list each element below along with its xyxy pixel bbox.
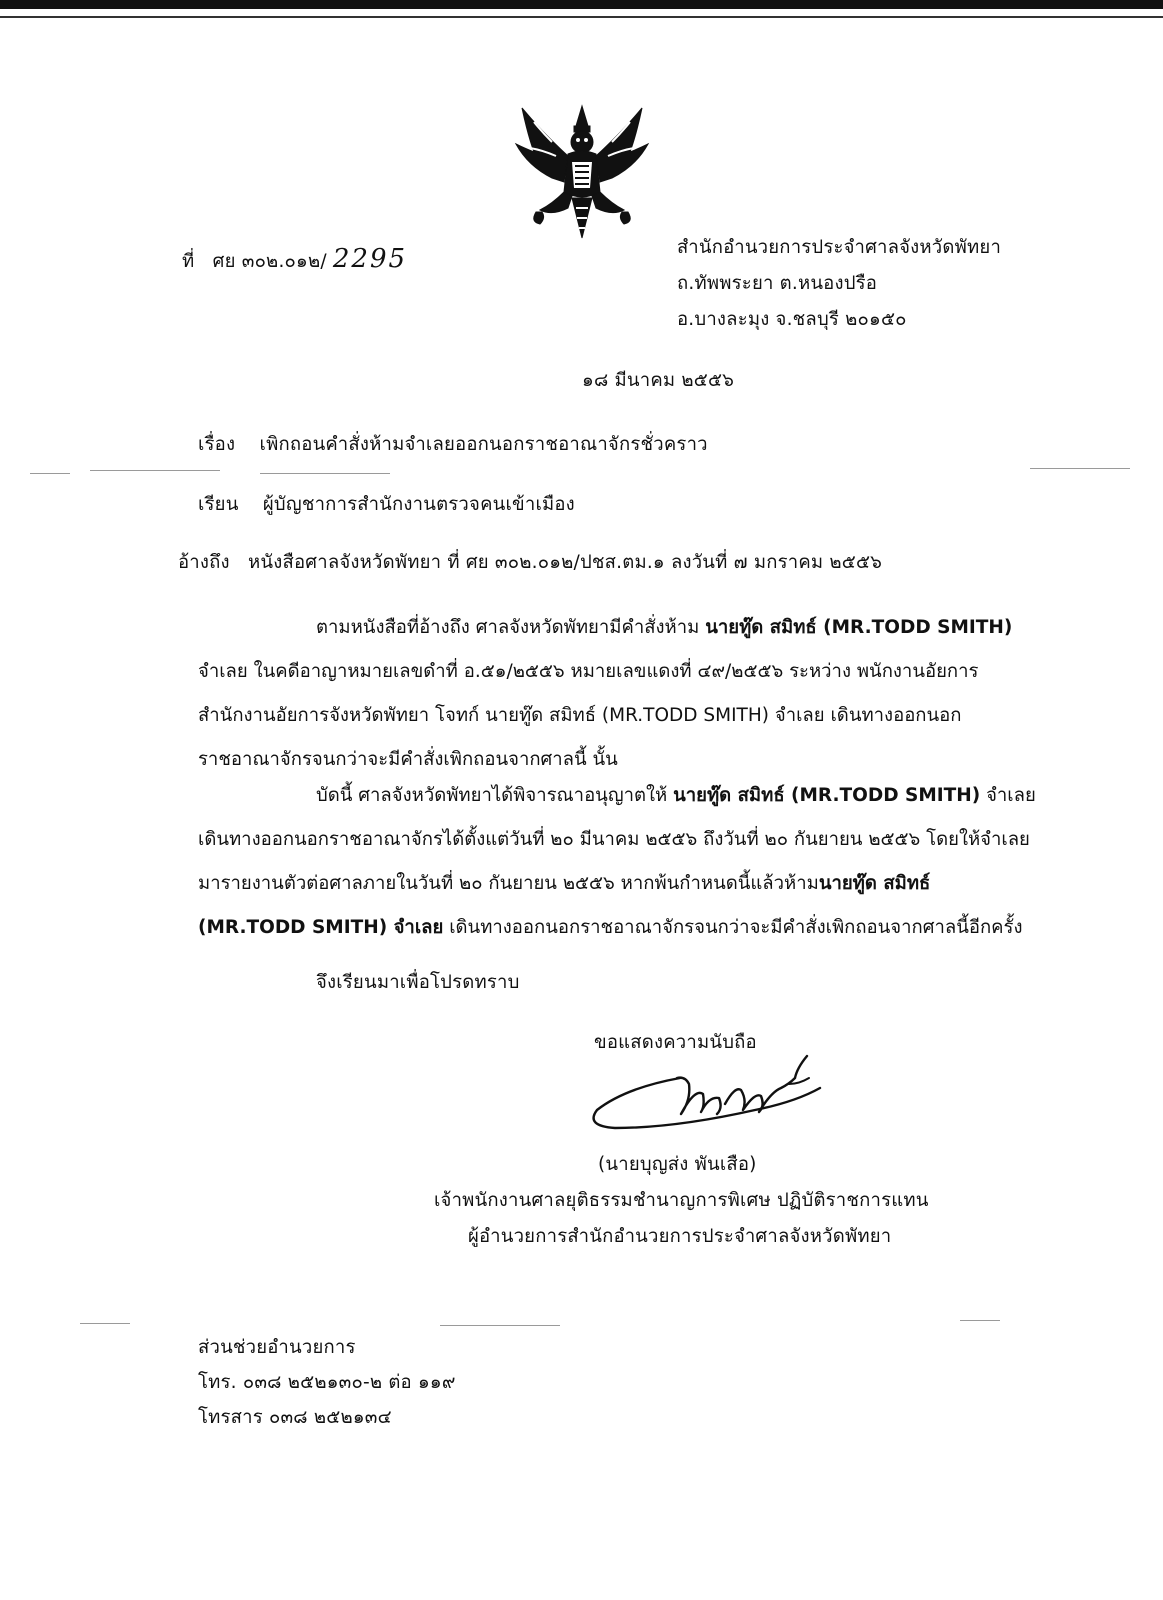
sender-address <box>677 230 1001 338</box>
letter-date: ๑๘ มีนาคม ๒๕๕๖ <box>582 370 735 391</box>
paragraph-1-line-4: ราชอาณาจักรจนกว่าจะมีคำสั่งเพิกถอนจากศาลนี้ นั้น <box>198 749 618 770</box>
scan-artifact <box>1030 468 1130 469</box>
scan-edge-line <box>0 16 1163 18</box>
scan-artifact <box>30 473 70 474</box>
handwritten-signature <box>585 1048 835 1143</box>
paragraph-1-line-2: จำเลย ในคดีอาญาหมายเลขดำที่ อ.๕๑/๒๕๕๖ หมายเลขแดงที่ ๔๙/๒๕๕๖ ระหว่าง พนักงานอัยการ <box>198 661 979 682</box>
paragraph-2-line-2: เดินทางออกนอกราชอาณาจักรได้ตั้งแต่วันที่ ๒๐ มีนาคม ๒๕๕๖ ถึงวันที่ ๒๐ กันยายน ๒๕๕๖ โดยให้จำเลย <box>198 829 1030 850</box>
paragraph-2 <box>198 774 1036 950</box>
signer-title-1: เจ้าพนักงานศาลยุติธรรมชำนาญการพิเศษ ปฏิบัติราชการแทน <box>434 1190 929 1211</box>
reference-label: อ้างถึง <box>178 552 230 573</box>
footer-contact <box>198 1330 456 1435</box>
sender-line-1: สำนักอำนวยการประจำศาลจังหวัดพัทยา <box>677 237 1002 258</box>
sender-line-3: อ.บางละมุง จ.ชลบุรี ๒๐๑๕๐ <box>677 309 907 330</box>
signer-name: (นายบุญส่ง พันเสือ) <box>598 1154 757 1175</box>
paragraph-2-line-1: บัดนี้ ศาลจังหวัดพัทยาได้พิจารณาอนุญาตให้ นายทู๊ด สมิทธ์ (MR.TODD SMITH) จำเลย <box>316 785 1036 806</box>
garuda-emblem-icon <box>512 92 652 242</box>
subject-text: เพิกถอนคำสั่งห้ามจำเลยออกนอกราชอาณาจักรชั่วคราว <box>259 434 708 455</box>
paragraph-2-line-3: มารายงานตัวต่อศาลภายในวันที่ ๒๐ กันยายน ๒๕๕๖ หากพ้นกำหนดนี้แล้วห้ามนายทู๊ด สมิทธ์ <box>198 873 931 894</box>
regards-phrase: ขอแสดงความนับถือ <box>594 1032 757 1053</box>
recipient-label: เรียน <box>198 494 239 515</box>
paragraph-2-line-4: (MR.TODD SMITH) จำเลย เดินทางออกนอกราชอาณาจักรจนกว่าจะมีคำสั่งเพิกถอนจากศาลนี้อีกครั้ง <box>198 917 1023 938</box>
scan-artifact <box>90 470 220 471</box>
closing-phrase: จึงเรียนมาเพื่อโปรดทราบ <box>316 972 520 993</box>
ref-label: ที่ <box>182 251 195 272</box>
paragraph-1 <box>198 606 1028 782</box>
reference-text: หนังสือศาลจังหวัดพัทยา ที่ ศย ๓๐๒.๐๑๒/ปชส.ตม.๑ ลงวันที่ ๗ มกราคม ๒๕๕๖ <box>248 552 883 573</box>
recipient-text: ผู้บัญชาการสำนักงานตรวจคนเข้าเมือง <box>262 494 575 515</box>
ref-code: ศย ๓๐๒.๐๑๒/ <box>212 251 327 272</box>
scan-artifact <box>960 1320 1000 1321</box>
ref-number-handwritten: 2295 <box>332 244 408 274</box>
footer-department: ส่วนช่วยอำนวยการ <box>198 1337 356 1358</box>
footer-telephone: โทร. ๐๓๘ ๒๕๒๑๓๐-๒ ต่อ ๑๑๙ <box>198 1372 456 1393</box>
scan-artifact <box>260 473 390 474</box>
sender-line-2: ถ.ทัพพระยา ต.หนองปรือ <box>677 273 878 294</box>
signer-title-2: ผู้อำนวยการสำนักอำนวยการประจำศาลจังหวัดพัทยา <box>468 1226 892 1247</box>
paragraph-1-line-3: สำนักงานอัยการจังหวัดพัทยา โจทก์ นายทู๊ด สมิทธ์ (MR.TODD SMITH) จำเลย เดินทางออกนอก <box>198 705 962 726</box>
recipient-line <box>198 490 575 519</box>
subject-line <box>198 430 708 459</box>
reference-number <box>182 244 407 276</box>
footer-fax: โทรสาร ๐๓๘ ๒๕๒๑๓๔ <box>198 1407 392 1428</box>
scan-artifact <box>440 1325 560 1326</box>
scan-edge-top <box>0 0 1163 9</box>
scan-artifact <box>80 1323 130 1324</box>
reference-line <box>178 548 882 577</box>
paragraph-1-line-1: ตามหนังสือที่อ้างถึง ศาลจังหวัดพัทยามีคำสั่งห้าม นายทู๊ด สมิทธ์ (MR.TODD SMITH) <box>316 617 1013 638</box>
subject-label: เรื่อง <box>198 434 236 455</box>
